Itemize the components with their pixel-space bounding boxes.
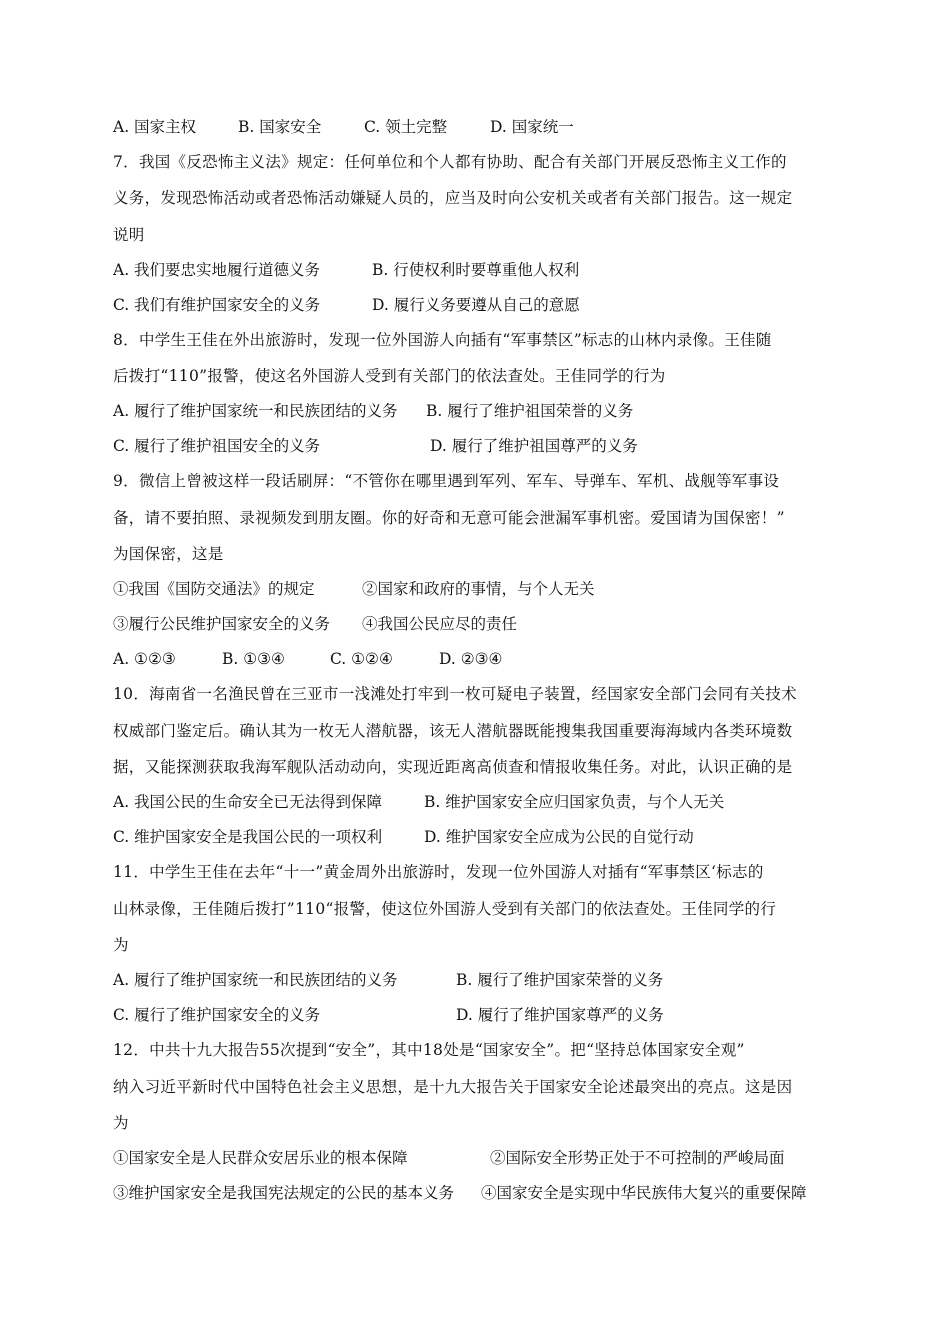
q10-option-d: D. 维护国家安全应成为公民的自觉行动 [424,828,694,846]
q9-item-4: ④我国公民应尽的责任 [362,615,518,633]
q8-stem-line: 8．中学生王佳在外出旅游时，发现一位外国游人向插有“军事禁区”标志的山林内录像。王佳随 [113,331,772,349]
q7-stem-line: 7．我国《反恐怖主义法》规定：任何单位和个人都有协助、配合有关部门开展反恐怖主义工作的 [113,153,787,171]
q11-stem-line: 11．中学生王佳在去年“十一”黄金周外出旅游时，发现一位外国游人对插有“军事禁区‘标志的 [113,863,764,881]
q12-stem-line: 为 [113,1114,129,1132]
q9-option-d: D. ②③④ [439,650,503,668]
q9-stem-line: 9．微信上曾被这样一段话刷屏：“不管你在哪里遇到军列、军车、导弹车、军机、战舰等军事设 [113,472,780,490]
q12-item-4: ④国家安全是实现中华民族伟大复兴的重要保障 [481,1184,807,1202]
q9-option-b: B. ①③④ [222,650,285,668]
q9-item-3: ③履行公民维护国家安全的义务 [113,615,331,633]
q12-stem-line: 12．中共十九大报告55次提到“安全”，其中18处是“国家安全”。把“坚持总体国家安全观” [113,1041,745,1059]
q10-stem-line: 10．海南省一名渔民曾在三亚市一浅滩处打牢到一枚可疑电子装置，经国家安全部门会同有关技术 [113,685,797,703]
q7-option-d: D. 履行义务要遵从自己的意愿 [372,296,580,314]
q8-option-c: C. 履行了维护祖国安全的义务 [113,437,321,455]
q12-item-1: ①国家安全是人民群众安居乐业的根本保障 [113,1149,408,1167]
q6-option-d: D. 国家统一 [490,118,574,136]
q9-stem-line: 备，请不要拍照、录视频发到朋友圈。你的好奇和无意可能会泄漏军事机密。爱国请为国保密！” [113,509,785,527]
q11-option-d: D. 履行了维护国家尊严的义务 [456,1006,664,1024]
q6-option-a: A. 国家主权 [113,118,197,136]
q6-option-c: C. 领土完整 [364,118,448,136]
q9-item-2: ②国家和政府的事情，与个人无关 [362,580,595,598]
q10-option-b: B. 维护国家安全应归国家负责，与个人无关 [424,793,725,811]
q12-item-2: ②国际安全形势正处于不可控制的严峻局面 [490,1149,785,1167]
q11-option-a: A. 履行了维护国家统一和民族团结的义务 [113,971,398,989]
q9-option-a: A. ①②③ [113,650,176,668]
q8-option-a: A. 履行了维护国家统一和民族团结的义务 [113,402,398,420]
q7-option-a: A. 我们要忠实地履行道德义务 [113,261,321,279]
q11-option-b: B. 履行了维护国家荣誉的义务 [456,971,664,989]
q9-option-c: C. ①②④ [330,650,393,668]
q12-stem-line: 纳入习近平新时代中国特色社会主义思想，是十九大报告关于国家安全论述最突出的亮点。这是因 [113,1078,793,1096]
q8-option-b: B. 履行了维护祖国荣誉的义务 [426,402,634,420]
q7-stem-line: 义务，发现恐怖活动或者恐怖活动嫌疑人员的，应当及时向公安机关或者有关部门报告。这一规定 [113,189,793,207]
q7-stem-line: 说明 [113,226,145,244]
q10-option-a: A. 我国公民的生命安全已无法得到保障 [113,793,383,811]
q9-stem-line: 为国保密，这是 [113,545,224,563]
q11-stem-line: 为 [113,936,129,954]
q12-item-3: ③维护国家安全是我国宪法规定的公民的基本义务 [113,1184,455,1202]
q8-option-d: D. 履行了维护祖国尊严的义务 [430,437,638,455]
q6-option-b: B. 国家安全 [238,118,322,136]
q7-option-c: C. 我们有维护国家安全的义务 [113,296,321,314]
q7-option-b: B. 行使权利时要尊重他人权利 [372,261,580,279]
q10-stem-line: 据，又能探测获取我海军舰队活动动向，实现近距离高侦查和情报收集任务。对此，认识正确的是 [113,758,793,776]
q10-stem-line: 权威部门鉴定后。确认其为一枚无人潜航器，该无人潜航器既能搜集我国重要海海域内各类环境数 [113,722,793,740]
q11-stem-line: 山林录像，王佳随后拨打”110“报警，使这位外国游人受到有关部门的依法查处。王佳同学的行 [113,900,777,918]
q8-stem-line: 后拨打“110”报警，使这名外国游人受到有关部门的依法查处。王佳同学的行为 [113,367,666,385]
q10-option-c: C. 维护国家安全是我国公民的一项权利 [113,828,383,846]
q9-item-1: ①我国《国防交通法》的规定 [113,580,315,598]
q11-option-c: C. 履行了维护国家安全的义务 [113,1006,321,1024]
